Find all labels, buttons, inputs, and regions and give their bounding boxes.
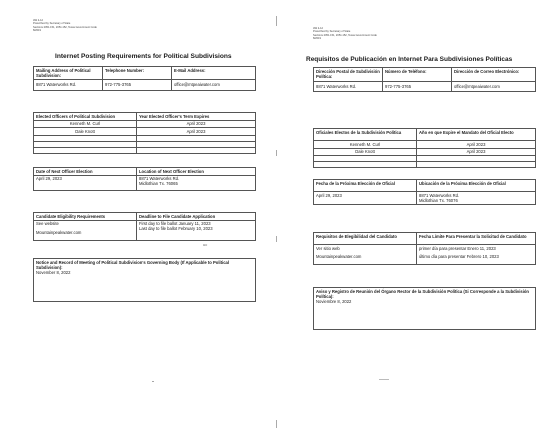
last-day-deadline: último día para presentar Febrero 10, 2023: [419, 253, 499, 259]
eligibility-website: Mountainpeakwater.com: [316, 253, 362, 259]
meeting-notice-date: November 8, 2022: [36, 269, 71, 275]
mailing-address-value: 8871 Waterworks Rd.: [314, 82, 383, 92]
scan-speck: [152, 381, 154, 382]
deadline-header: Fecha Límite Para Presentar la Solicitud de Candidato: [417, 233, 536, 245]
meeting-notice-date: Noviembre 8, 2022: [316, 298, 352, 304]
eligibility-header: Requisitos de Elegibilidad del Candidato: [314, 233, 417, 245]
eligibility-table: [33, 212, 256, 241]
scan-mark: [379, 379, 389, 380]
eligibility-text: See website: [36, 221, 59, 227]
english-form-page: [0, 0, 278, 432]
form-header-line: 8/2019: [33, 29, 41, 33]
form-header-line: 8/2019: [313, 37, 321, 41]
election-location-value: 8871 Waterworks Rd. Midlothian Tx. 76076: [417, 192, 536, 205]
empty-cell: [34, 147, 137, 153]
election-location-header: Location of Next Officer Election: [137, 168, 256, 176]
officer-name: Kenneth M. Curl: [34, 120, 137, 128]
spanish-form-page: [283, 0, 559, 432]
mailing-address-value: 8871 Waterworks Rd.: [34, 79, 103, 90]
eligibility-requirements: [314, 245, 417, 265]
officer-term: April 2023: [137, 128, 256, 136]
eligibility-text: Ver sitio web: [316, 245, 340, 251]
officer-name: Kenneth M. Curl: [314, 141, 417, 149]
mailing-address-label: Mailing Address of Political Subdivision:: [34, 67, 103, 80]
telephone-value: 972-775-3765: [383, 82, 452, 92]
election-table: [313, 179, 536, 205]
election-date-header: Date of Next Officer Election: [34, 168, 137, 176]
form-header: [313, 27, 377, 41]
term-column-header: Año en que Expire el Mandato del Oficial Electo: [417, 129, 536, 141]
form-header: [33, 19, 97, 33]
officers-column-header: Oficiales Electos de la Subdivisión Política: [314, 129, 417, 141]
meeting-notice-label: Notice and Record of Meeting of Political Subdivision's Governing Body (If Applicable to Political Subdivision):: [36, 259, 230, 270]
deadline-header: Deadline to File Candidate Application: [137, 213, 256, 221]
fold-mark: [276, 236, 277, 242]
election-date-value: April 29, 2023: [34, 175, 137, 190]
first-day-deadline: primer día para presentar Enero 11, 2023: [419, 245, 496, 251]
contact-table: [313, 67, 536, 92]
telephone-label: Telephone Number:: [103, 67, 172, 80]
eligibility-table: [313, 232, 536, 265]
officer-term: April 2023: [417, 141, 536, 149]
email-label: Dirección de Correo Electrónico:: [452, 68, 536, 82]
email-label: E-Mail Address:: [172, 67, 256, 80]
fold-mark: [276, 420, 277, 428]
officer-name: Dale Knott: [314, 148, 417, 156]
fold-mark: [276, 150, 277, 156]
meeting-notice-table: [33, 258, 256, 302]
election-location-value: 8871 Waterworks Rd. Midlothian Tx. 76065: [137, 175, 256, 190]
empty-cell: [137, 147, 256, 153]
eligibility-requirements: [34, 220, 137, 240]
telephone-label: Número de Teléfono:: [383, 68, 452, 82]
handwritten-initials: uc: [203, 242, 208, 247]
election-location-header: Ubicación de la Próxima Elección de Oficial: [417, 180, 536, 192]
email-value: office@mtpeaiwater.com: [172, 79, 256, 90]
deadline-values: [417, 245, 536, 265]
officer-name: Dale Knott: [34, 128, 137, 136]
officer-term: April 2023: [417, 148, 536, 156]
contact-table: [33, 66, 256, 91]
officer-term: April 2023: [137, 120, 256, 128]
form-header-line: Prescribed by Secretary of State: [313, 30, 351, 34]
page-title: Internet Posting Requirements for Political Subdivisions: [55, 53, 232, 60]
eligibility-header: Candidate Eligibility Requirements: [34, 213, 137, 221]
officers-table: [313, 128, 536, 168]
form-header-line: Sections 2051.151, 2051.152, Texas Government Code: [33, 25, 97, 29]
empty-cell: [417, 162, 536, 168]
form-header-line: AW 2-12: [313, 27, 323, 30]
empty-cell: [314, 162, 417, 168]
meeting-notice-cell: [34, 259, 256, 302]
election-table: [33, 167, 256, 191]
meeting-notice-label: Aviso y Registro de Reunión del Órgano Rector de la Subdivisión Política (Si Corresponde a la Subdivisión Política):: [316, 288, 529, 299]
election-date-value: April 29, 2023: [314, 192, 417, 205]
mailing-address-label: Dirección Postal de Subdivisión Política:: [314, 68, 383, 82]
officers-column-header: Elected Officers of Political Subdivision: [34, 113, 137, 121]
telephone-value: 972-775-3765: [103, 79, 172, 90]
fold-mark: [276, 16, 277, 26]
form-header-line: Prescribed by Secretary of State: [33, 22, 71, 26]
eligibility-website: Mountainpeakwater.com: [36, 230, 82, 236]
page-title: Requisitos de Publicación en Internet Para Subdivisiones Políticas: [306, 56, 513, 63]
email-value: office@mtpeaiwater.com: [452, 82, 536, 92]
term-column-header: Year Elected Officer's Term Expires: [137, 113, 256, 121]
form-header-line: AW 2-12: [33, 19, 43, 22]
form-header-line: Sections 2051.151, 2051.152, Texas Government Code: [313, 33, 377, 37]
meeting-notice-table: [313, 287, 536, 330]
first-day-deadline: First day to file ballot January 11, 2023: [139, 221, 211, 227]
officers-table: [33, 112, 256, 154]
last-day-deadline: Last day to file ballot February 10, 2023: [139, 226, 213, 232]
election-date-header: Fecha de la Próxima Elección de Oficial: [314, 180, 417, 192]
deadline-values: [137, 220, 256, 240]
meeting-notice-cell: [314, 288, 536, 330]
